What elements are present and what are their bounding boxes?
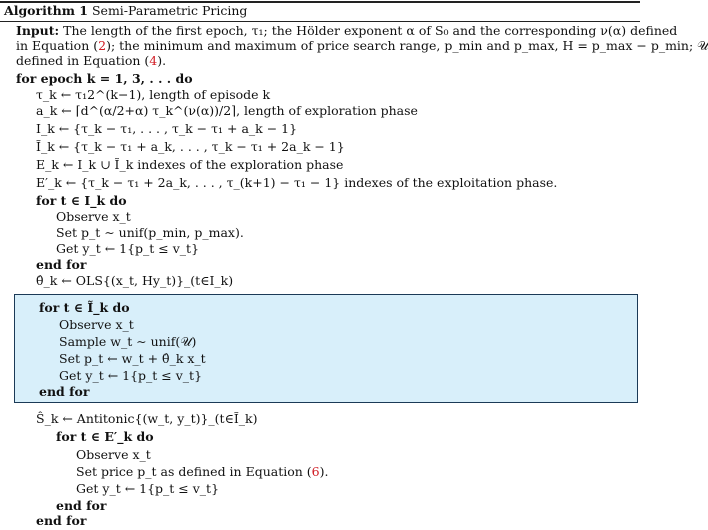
set-line-1: Set p_t ∼ unif(p_min, p_max).	[56, 225, 244, 240]
input-label: Input:	[16, 23, 60, 38]
tau-line: τ_k ← τ₁2^(k−1), length of episode k	[36, 87, 271, 102]
end-for-outer-line: end for	[36, 513, 87, 528]
set-line-3	[76, 463, 328, 481]
get-line-1: Get y_t ← 1{p_t ≤ v_t}	[56, 241, 200, 256]
input-text-2a: in Equation (	[16, 38, 99, 53]
get-line-2: Get y_t ← 1{p_t ≤ v_t}	[59, 368, 203, 383]
for-t-I-line: for t ∈ I_k do	[36, 193, 127, 208]
input-text-2b: ); the minimum and maximum of price search range, p_min and p_max, H = p_max − p_min; 𝒰	[106, 38, 708, 53]
equation-ref-4[interactable]: 4	[149, 53, 158, 68]
set-line-3-text-b: ).	[319, 464, 329, 479]
theta-line: θ̂_k ← OLS{(x_t, Hy_t)}_(t∈I_k)	[36, 273, 234, 288]
for-epoch-line: for epoch k = 1, 3, . . . do	[16, 71, 193, 86]
input-text-3a: defined in Equation (	[16, 53, 150, 68]
for-t-Itilde-line: for t ∈ Ĩ_k do	[39, 300, 130, 315]
algorithm-title: Semi-Parametric Pricing	[91, 3, 248, 18]
for-t-E-line: for t ∈ E′_k do	[56, 429, 154, 444]
sample-line: Sample w_t ∼ unif(𝒰)	[59, 334, 197, 349]
algorithm-label: Algorithm 1	[4, 3, 88, 18]
observe-line-2: Observe x_t	[59, 317, 134, 332]
observe-line-3: Observe x_t	[76, 447, 151, 462]
Itilde-line: Ĩ_k ← {τ_k − τ₁ + a_k, . . . , τ_k − τ₁ + 2a_k − 1}	[36, 139, 345, 154]
a-line: a_k ← ⌈d^(α/2+α) τ_k^(ν(α))/2⌉, length of exploration phase	[36, 103, 418, 118]
end-for-line-1: end for	[36, 257, 87, 272]
input-text-1: The length of the first epoch, τ₁; the Hölder exponent α of S₀ and the corresponding ν(α) defined	[63, 23, 678, 38]
Eprime-line: E′_k ← {τ_k − τ₁ + 2a_k, . . . , τ_(k+1) − τ₁ − 1} indexes of the exploitation phase.	[36, 175, 558, 190]
S-line: Ŝ_k ← Antitonic{(w_t, y_t)}_(t∈Ĩ_k)	[36, 411, 258, 426]
I-line: I_k ← {τ_k − τ₁, . . . , τ_k − τ₁ + a_k − 1}	[36, 121, 298, 136]
end-for-line-2: end for	[39, 384, 90, 399]
observe-line-1: Observe x_t	[56, 209, 131, 224]
equation-ref-2[interactable]: 2	[98, 38, 107, 53]
set-line-2: Set p_t ← w_t + θ̂_k x_t	[59, 351, 206, 366]
equation-ref-6[interactable]: 6	[311, 464, 320, 479]
set-line-3-text-a: Set price p_t as defined in Equation (	[76, 464, 312, 479]
input-text-3b: ).	[157, 53, 167, 68]
end-for-line-3: end for	[56, 498, 107, 513]
highlighted-phase-box	[14, 294, 638, 403]
get-line-3: Get y_t ← 1{p_t ≤ v_t}	[76, 481, 220, 496]
input-line-3	[16, 52, 166, 70]
E-line: E_k ← I_k ∪ Ĩ_k indexes of the exploration phase	[36, 157, 344, 172]
algorithm-caption	[4, 2, 247, 20]
